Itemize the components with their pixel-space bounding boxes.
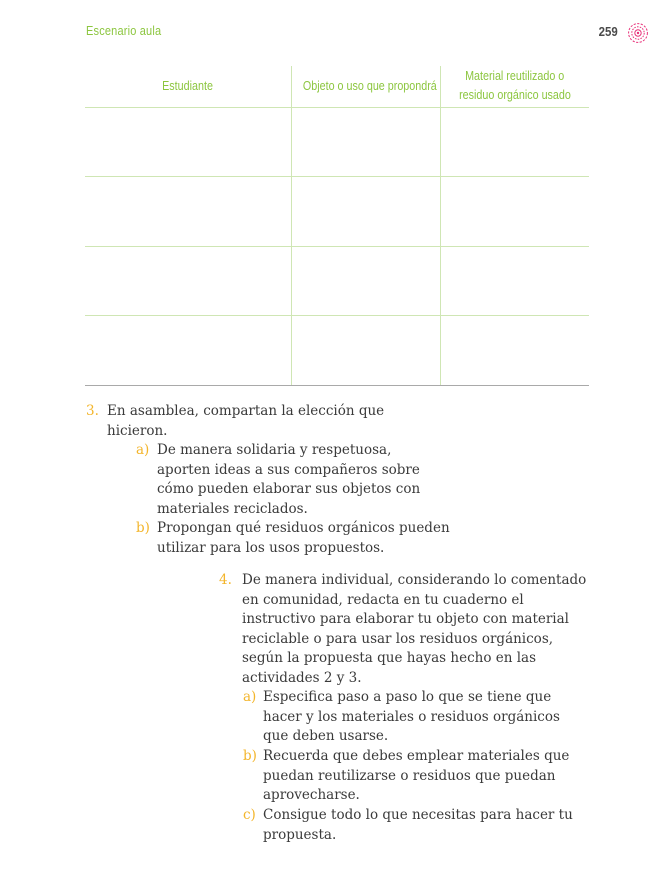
text-line: Consigue todo lo que necesitas para hacer tu	[263, 807, 573, 823]
student-cell[interactable]	[85, 107, 291, 177]
activity-text	[242, 571, 602, 689]
subitem-letter: a)	[243, 689, 257, 705]
table-row	[85, 107, 589, 177]
activity-number: 4.	[219, 572, 232, 588]
column-header-object-label: Objeto o uso que propondrá	[302, 78, 437, 93]
text-line: hacer y los materiales o residuos orgánicos	[263, 708, 560, 725]
material-cell[interactable]	[440, 316, 589, 386]
sun-icon	[626, 21, 650, 45]
student-cell[interactable]	[85, 316, 291, 386]
table-header-row	[85, 66, 589, 107]
table-row	[85, 177, 589, 247]
text-line: Recuerda que debes emplear materiales que	[263, 748, 570, 764]
text-line: en comunidad, redacta en tu cuaderno el	[242, 591, 524, 608]
column-header-material-line-2: residuo orgánico usado	[458, 88, 571, 103]
material-cell[interactable]	[440, 246, 589, 316]
subitem-letter: b)	[136, 520, 150, 536]
text-line: propuesta.	[263, 826, 337, 843]
subitem-text	[157, 441, 457, 519]
text-line: actividades 2 y 3.	[242, 669, 362, 686]
section-name: Escenario aula	[86, 24, 162, 38]
material-cell[interactable]	[440, 177, 589, 247]
text-line: según la propuesta que hayas hecho en las	[242, 650, 537, 667]
text-line: cómo pueden elaborar sus objetos con	[157, 481, 421, 498]
subitem-letter: b)	[243, 748, 257, 764]
subitem-letter: c)	[243, 807, 256, 823]
text-line: utilizar para los usos propuestos.	[157, 539, 385, 556]
column-header-student	[85, 66, 291, 107]
column-header-material-line-1: Material reutilizado o	[465, 69, 565, 84]
subitem-text	[157, 519, 477, 558]
student-cell[interactable]	[85, 177, 291, 247]
column-header-student-label: Estudiante	[162, 78, 214, 93]
text-line: instructivo para elaborar tu objeto con material	[242, 611, 569, 628]
page-header	[86, 24, 650, 44]
text-line: puedan reutilizarse o residuos que puedan	[263, 767, 556, 784]
object-cell[interactable]	[291, 316, 440, 386]
subitem-text	[263, 688, 603, 747]
text-line: De manera individual, considerando lo comentado	[242, 572, 587, 588]
text-line: materiales reciclados.	[157, 500, 308, 517]
table-row	[85, 246, 589, 316]
text-line: En asamblea, compartan la elección que	[107, 403, 385, 419]
activity-table	[85, 66, 589, 386]
column-header-object	[291, 66, 440, 107]
text-line: Propongan qué residuos orgánicos pueden	[157, 520, 450, 536]
text-line: aprovecharse.	[263, 787, 360, 804]
object-cell[interactable]	[291, 246, 440, 316]
subitem-text	[263, 747, 603, 806]
activity-text	[107, 402, 407, 441]
table-row	[85, 316, 589, 386]
subitem-text	[263, 806, 603, 845]
material-cell[interactable]	[440, 107, 589, 177]
text-line: aporten ideas a sus compañeros sobre	[157, 461, 420, 478]
text-line: reciclable o para usar los residuos orgánicos,	[242, 630, 554, 647]
page-number: 259	[598, 24, 618, 39]
column-header-material	[440, 66, 589, 107]
text-line: De manera solidaria y respetuosa,	[157, 442, 392, 458]
object-cell[interactable]	[291, 107, 440, 177]
subitem-letter: a)	[136, 442, 150, 458]
activity-number: 3.	[86, 403, 99, 419]
text-line: hicieron.	[107, 422, 168, 439]
text-line: Especifica paso a paso lo que se tiene que	[263, 689, 552, 705]
text-line: que deben usarse.	[263, 728, 389, 745]
object-cell[interactable]	[291, 177, 440, 247]
student-cell[interactable]	[85, 246, 291, 316]
